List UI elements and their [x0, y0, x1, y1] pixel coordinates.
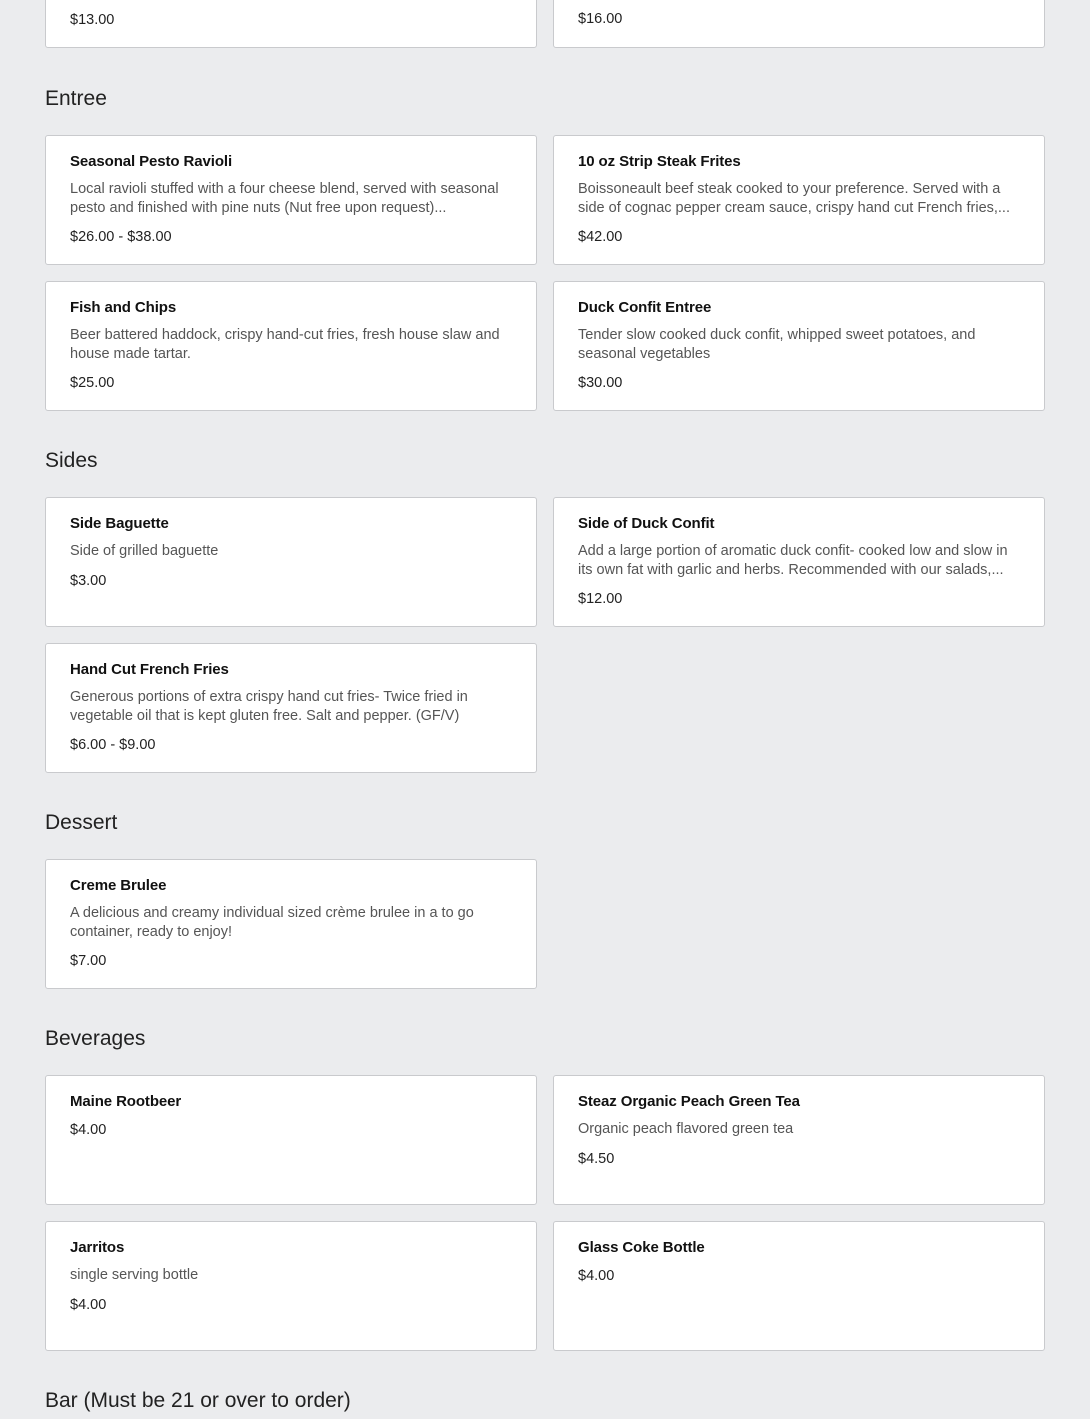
item-price: $4.50: [578, 1150, 615, 1167]
menu-item-card[interactable]: [553, 497, 1045, 627]
item-description: Generous portions of extra crispy hand cut fries- Twice fried in vegetable oil that is kept gluten free. Salt and pepper. (GF/V): [70, 689, 468, 724]
item-name: Side Baguette: [70, 515, 169, 532]
item-name: Jarritos: [70, 1239, 125, 1256]
menu-item-card[interactable]: [45, 1075, 537, 1205]
item-price: $7.00: [70, 953, 107, 969]
item-price: $12.00: [578, 591, 623, 607]
item-name: Duck Confit Entree: [578, 299, 712, 316]
item-name: Maine Rootbeer: [70, 1093, 182, 1110]
item-name: Steaz Organic Peach Green Tea: [578, 1093, 800, 1110]
item-description: Local ravioli stuffed with a four cheese blend, served with seasonal pesto and finished with pine nuts (Nut free upon request)...: [70, 181, 499, 216]
item-price: $6.00 - $9.00: [70, 737, 156, 753]
menu-item-card[interactable]: [553, 281, 1045, 411]
menu-item-card[interactable]: [553, 1221, 1045, 1351]
section-title-sides: Sides: [45, 449, 98, 472]
item-price: $4.00: [70, 1122, 107, 1138]
item-name: Seasonal Pesto Ravioli: [70, 153, 233, 170]
item-name: Hand Cut French Fries: [70, 661, 229, 678]
item-name: Fish and Chips: [70, 299, 177, 316]
item-price: $13.00: [70, 12, 115, 28]
item-price: $42.00: [578, 229, 623, 245]
item-price: $16.00: [578, 11, 623, 27]
menu-item-card[interactable]: [45, 497, 537, 627]
section-title-bar: Bar (Must be 21 or over to order): [45, 1389, 351, 1412]
menu-item-card[interactable]: [45, 1221, 537, 1351]
item-name: 10 oz Strip Steak Frites: [578, 153, 741, 170]
item-name: Creme Brulee: [70, 877, 167, 894]
menu-item-card[interactable]: [553, 1075, 1045, 1205]
menu-item-card[interactable]: [553, 135, 1045, 265]
item-name: Glass Coke Bottle: [578, 1239, 705, 1256]
item-description: Organic peach flavored green tea: [578, 1121, 794, 1137]
item-description: Add a large portion of aromatic duck confit- cooked low and slow in its own fat with garlic and herbs. Recommended with our salads,...: [578, 543, 1008, 578]
item-description: Tender slow cooked duck confit, whipped sweet potatoes, and seasonal vegetables: [578, 327, 976, 362]
item-price: $30.00: [578, 375, 623, 391]
item-description: Boissoneault beef steak cooked to your preference. Served with a side of cognac pepper cream sauce, crispy hand cut French fries,...: [578, 181, 1010, 216]
menu-item-card[interactable]: [553, 0, 1045, 48]
item-price: $26.00 - $38.00: [70, 229, 172, 245]
item-price: $4.00: [578, 1268, 615, 1284]
item-price: $25.00: [70, 375, 115, 391]
item-description: Side of grilled baguette: [70, 543, 219, 559]
item-description: Beer battered haddock, crispy hand-cut fries, fresh house slaw and house made tartar.: [70, 327, 500, 362]
item-description: single serving bottle: [70, 1267, 199, 1283]
item-price: $3.00: [70, 572, 107, 589]
menu-item-card[interactable]: [45, 859, 537, 989]
section-title-entree: Entree: [45, 87, 107, 110]
section-title-beverages: Beverages: [45, 1027, 146, 1050]
menu-item-card[interactable]: [45, 281, 537, 411]
menu-item-card[interactable]: [45, 0, 537, 48]
section-title-dessert: Dessert: [45, 811, 118, 834]
item-price: $4.00: [70, 1296, 107, 1313]
menu-item-card[interactable]: [45, 135, 537, 265]
menu-item-card[interactable]: [45, 643, 537, 773]
item-description: A delicious and creamy individual sized crème brulee in a to go container, ready to enjoy!: [70, 905, 474, 940]
item-name: Side of Duck Confit: [578, 515, 715, 532]
